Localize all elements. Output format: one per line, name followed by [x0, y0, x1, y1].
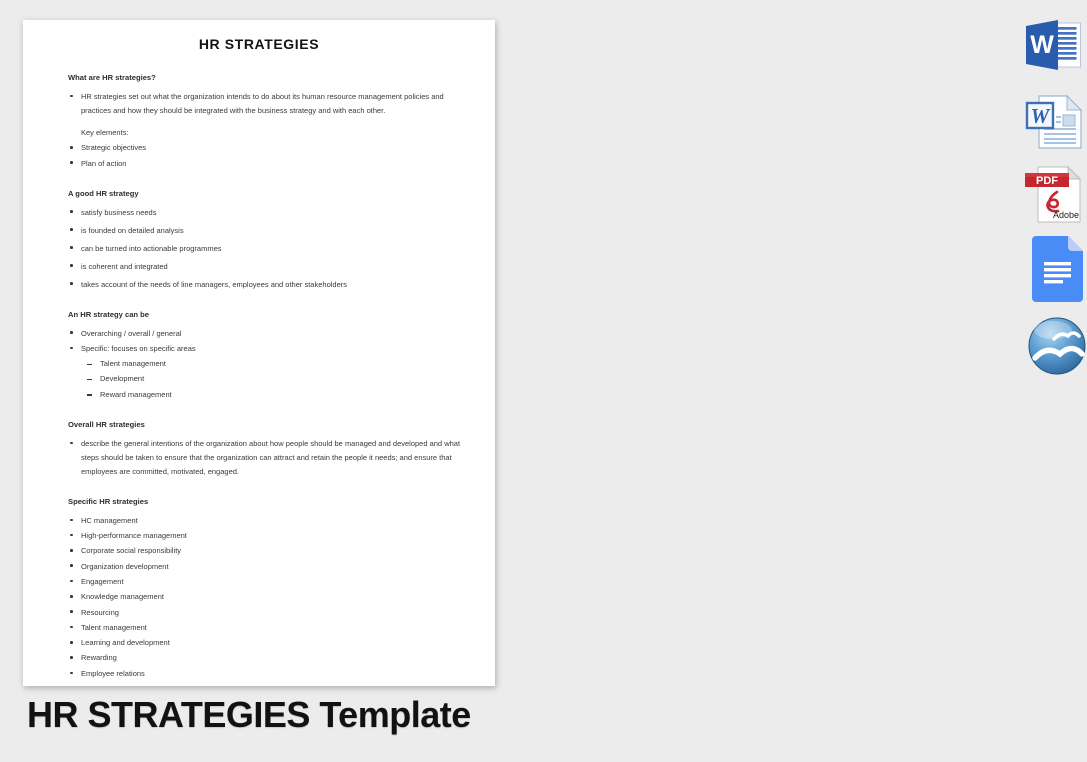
list-item-text: can be turned into actionable programmes [81, 243, 222, 253]
doc-section [68, 418, 461, 479]
pdf-banner-label: PDF [1036, 175, 1058, 187]
list-item [68, 606, 461, 620]
document-page [23, 20, 495, 686]
list-item [68, 514, 461, 528]
section-heading: What are HR strategies? [68, 73, 156, 82]
list-item-text: is founded on detailed analysis [81, 225, 184, 235]
list-item-text: Talent management [81, 622, 147, 632]
openoffice-icon[interactable] [1027, 316, 1087, 376]
page-title: HR STRATEGIES Template [27, 694, 471, 735]
list-item [68, 651, 461, 665]
list-item-text: Talent management [100, 359, 166, 369]
list-item-text: High-performance management [81, 531, 187, 541]
list-item [68, 544, 461, 558]
list-item-text: Key elements: [81, 128, 129, 137]
list-item [68, 621, 461, 635]
doc-section [68, 187, 461, 292]
section-list [68, 206, 461, 292]
section-list [68, 90, 461, 171]
list-item-text: Knowledge management [81, 592, 164, 602]
list-item-text: Employee relations [81, 668, 145, 678]
google-docs-icon[interactable] [1032, 236, 1083, 302]
section-list [68, 327, 461, 402]
adobe-brand-label: Adobe [1052, 210, 1079, 220]
list-item-text: HC management [81, 515, 138, 525]
list-item [68, 667, 461, 681]
list-item-text: Organization development [81, 561, 169, 571]
list-item [68, 90, 461, 118]
document-title: HR STRATEGIES [198, 36, 320, 52]
section-heading: Overall HR strategies [68, 419, 145, 429]
list-item [68, 126, 461, 140]
list-item [68, 636, 461, 650]
list-item [68, 529, 461, 543]
list-item [68, 242, 461, 256]
list-item-text: Specific: focuses on specific areas [81, 343, 196, 353]
document-body [23, 71, 495, 681]
list-item [68, 342, 461, 356]
list-item [68, 590, 461, 604]
list-item [68, 224, 461, 238]
list-item-text: is coherent and integrated [81, 261, 168, 271]
ms-word-doc-icon[interactable] [1025, 94, 1083, 150]
list-item [68, 575, 461, 589]
list-item [68, 388, 461, 402]
word-letter: W [1030, 104, 1050, 128]
list-item-text: Learning and development [81, 638, 170, 648]
list-item-text: HR strategies set out what the organization intends to do about its human resource management policies and practices and how they should be integrated with the business strategy and with each other. [81, 92, 444, 115]
section-list [68, 514, 461, 681]
word-letter: W [1030, 31, 1054, 59]
list-item-text: Overarching / overall / general [81, 328, 182, 338]
list-item [68, 260, 461, 274]
doc-section [68, 71, 461, 171]
list-item [68, 206, 461, 220]
list-item [68, 372, 461, 386]
list-item [68, 157, 461, 171]
section-heading: Specific HR strategies [68, 496, 149, 506]
section-list [68, 437, 461, 479]
list-item-text: takes account of the needs of line managers, employees and other stakeholders [81, 279, 347, 289]
list-item [68, 141, 461, 155]
doc-section [68, 308, 461, 402]
list-item [68, 560, 461, 574]
list-item-text: Strategic objectives [81, 143, 147, 153]
list-item-text: describe the general intentions of the organization about how people should be managed and developed and what steps should be taken to ensure that the organization can attract and retain the people it needs; and ensure that employees are committed, motivated, engaged. [81, 438, 461, 476]
section-heading: An HR strategy can be [68, 309, 150, 319]
list-item-text: Plan of action [81, 158, 127, 168]
list-item [68, 278, 461, 292]
adobe-pdf-icon[interactable] [1024, 165, 1084, 224]
list-item-text: Corporate social responsibility [81, 546, 182, 556]
list-item [68, 357, 461, 371]
doc-section [68, 495, 461, 681]
list-item [68, 327, 461, 341]
format-sidebar [505, 0, 1079, 700]
list-item-text: Reward management [100, 389, 172, 399]
list-item-text: Resourcing [81, 607, 119, 617]
ms-word-docx-icon[interactable] [1026, 20, 1082, 70]
section-heading: A good HR strategy [68, 188, 139, 198]
list-item-text: Rewarding [81, 653, 117, 663]
list-item-text: satisfy business needs [81, 207, 157, 217]
list-item-text: Development [100, 374, 145, 384]
list-item-text: Engagement [81, 576, 124, 586]
list-item [68, 437, 461, 479]
